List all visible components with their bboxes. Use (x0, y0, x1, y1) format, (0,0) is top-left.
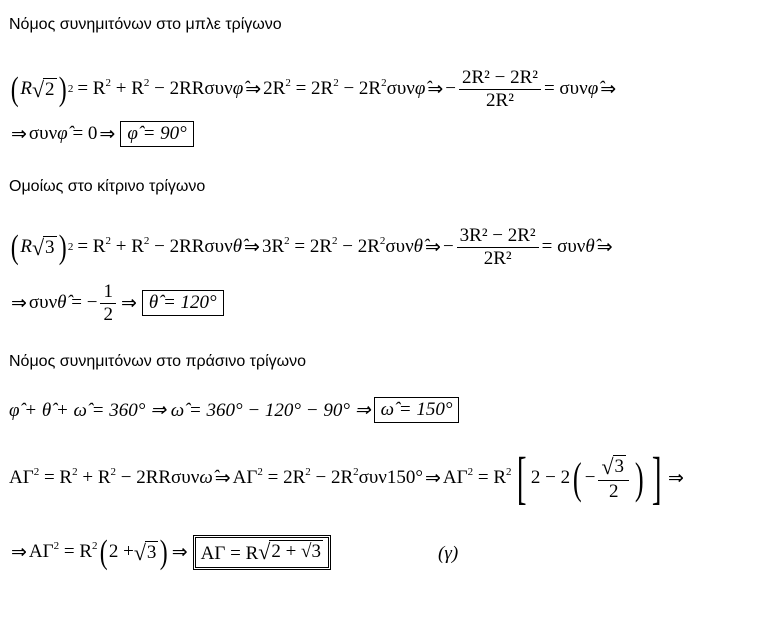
right-paren: ) (160, 533, 169, 571)
angle-sum: φ̂ + θ̂ + ω̂ = 360° ⇒ ω̂ = 360° − 120° − 90° ⇒ (9, 399, 371, 421)
fraction: $\frac{\text{3R² − 2R²}}{\text{2R²}}$ (457, 226, 539, 269)
fraction: $\frac{\text{2R² − 2R²}}{\text{2R²}}$ (459, 68, 541, 111)
result-omega-box: ω̂ = 150° (374, 397, 460, 423)
final-result-box: ΑΓ = R √ 2 + √3 (193, 535, 331, 570)
eq-part: = συνφ̂ (543, 78, 599, 100)
implies-arrow: ⇒ (244, 236, 260, 258)
implies-arrow: ⇒ (600, 78, 617, 100)
eq-part: = $R^2 + R^2$ − 2RRσυνθ̂ (77, 235, 243, 258)
equation-yellow-1: ( R √ 3 ) 2 = $R^2 + R^2$ − 2RRσυνθ̂ ⇒ $3R^2 = 2R^2$ − $2R^2\sigma\upsilon\nu\thetâ$ ⇒ − $\frac{\text{3R² − 2R²}}{\text{2R²}}$ = συνθ̂ ⇒ (10, 225, 613, 269)
header-green-triangle: Νόμος συνημιτόνων στο πράσινο τρίγωνο (9, 353, 307, 370)
implies-arrow: ⇒ (596, 236, 613, 258)
implies-arrow: ⇒ (425, 236, 441, 258)
eq-part: $A\Gamma^2 = R^2$ (28, 540, 98, 563)
fraction-sqrt3-2: √ 3 2 (598, 455, 629, 502)
result-theta-box: θ̂ = 120° (142, 290, 224, 316)
implies-arrow: ⇒ (171, 541, 188, 563)
header-yellow-triangle: Ομοίως στο κίτρινο τρίγωνο (9, 178, 206, 195)
left-paren: ( (10, 228, 19, 266)
minus: − (442, 236, 454, 258)
var-r: R (20, 236, 32, 258)
equation-green-angles (9, 397, 459, 423)
left-bracket: [ (516, 445, 527, 511)
result-phi-box: φ̂ = 90° (120, 121, 193, 147)
equation-blue-1: ( R √ 2 ) 2 = $R^2 + R^2$ − 2RRσυνφ̂ ⇒ $2R^2 = 2R^2$ − $2R^2\sigma\upsilon\nu\varphî$ ⇒ − $\frac{\text{2R² − 2R²}}{\text{2R²}}$ = συνφ̂ ⇒ (10, 67, 617, 111)
right-bracket: ] (651, 445, 662, 511)
eq-part: συνθ̂ = − (28, 292, 98, 314)
implies-arrow: ⇒ (11, 541, 27, 563)
var-r: R (20, 78, 32, 100)
implies-arrow: ⇒ (11, 292, 27, 314)
right-paren: ) (58, 228, 67, 266)
implies-arrow: ⇒ (245, 78, 262, 100)
eq-part: $A\Gamma^2 = R^2 + R^2$ − 2RRσυνω̂ (9, 466, 213, 489)
implies-arrow: ⇒ (120, 292, 137, 314)
equation-label-gamma: (γ) (438, 543, 459, 564)
right-paren: ) (58, 70, 67, 108)
eq-part: $A\Gamma^2 = R^2$ (442, 466, 512, 489)
left-paren: ( (573, 453, 582, 503)
equation-yellow-2 (9, 282, 224, 325)
minus: − (445, 78, 456, 100)
inner-sum: 2 + (108, 541, 134, 563)
header-blue-triangle: Νόμος συνημιτόνων στο μπλε τρίγωνο (9, 16, 282, 33)
equation-green-2 (9, 535, 331, 570)
eq-part: = $R^2 + R^2$ − 2RRσυνφ̂ (77, 77, 244, 100)
implies-arrow: ⇒ (427, 78, 444, 100)
sqrt-2: √ 2 (31, 76, 55, 102)
sqrt-3: √ 3 (133, 539, 157, 565)
equation-green-1 (9, 445, 686, 511)
left-paren: ( (99, 533, 108, 571)
left-paren: ( (10, 70, 19, 108)
eq-part: $2R^2 = 2R^2$ − $2R^2\sigma\upsilon\nu\varphî$ (263, 77, 426, 100)
two-minus-two: 2 − 2 (530, 467, 571, 489)
eq-part: $A\Gamma^2 = 2R^2 - 2R^2\sigma\upsilon\nu 150^\circ$ (232, 466, 423, 489)
equation-blue-2 (9, 121, 194, 147)
sqrt-3: √ 3 (31, 234, 55, 260)
eq-part: $3R^2 = 2R^2$ − $2R^2\sigma\upsilon\nu\thetâ$ (261, 235, 424, 258)
eq-part: = συνθ̂ (541, 236, 595, 258)
implies-arrow: ⇒ (668, 467, 684, 489)
implies-arrow: ⇒ (214, 467, 231, 489)
implies-arrow: ⇒ (425, 467, 441, 489)
implies-arrow: ⇒ (11, 123, 27, 145)
minus: − (584, 467, 596, 489)
right-paren: ) (634, 453, 644, 503)
fraction-half: $\frac{1}{2}$ (100, 282, 116, 325)
implies-arrow: ⇒ (99, 123, 116, 145)
eq-part: συνφ̂ = 0 (28, 123, 98, 144)
